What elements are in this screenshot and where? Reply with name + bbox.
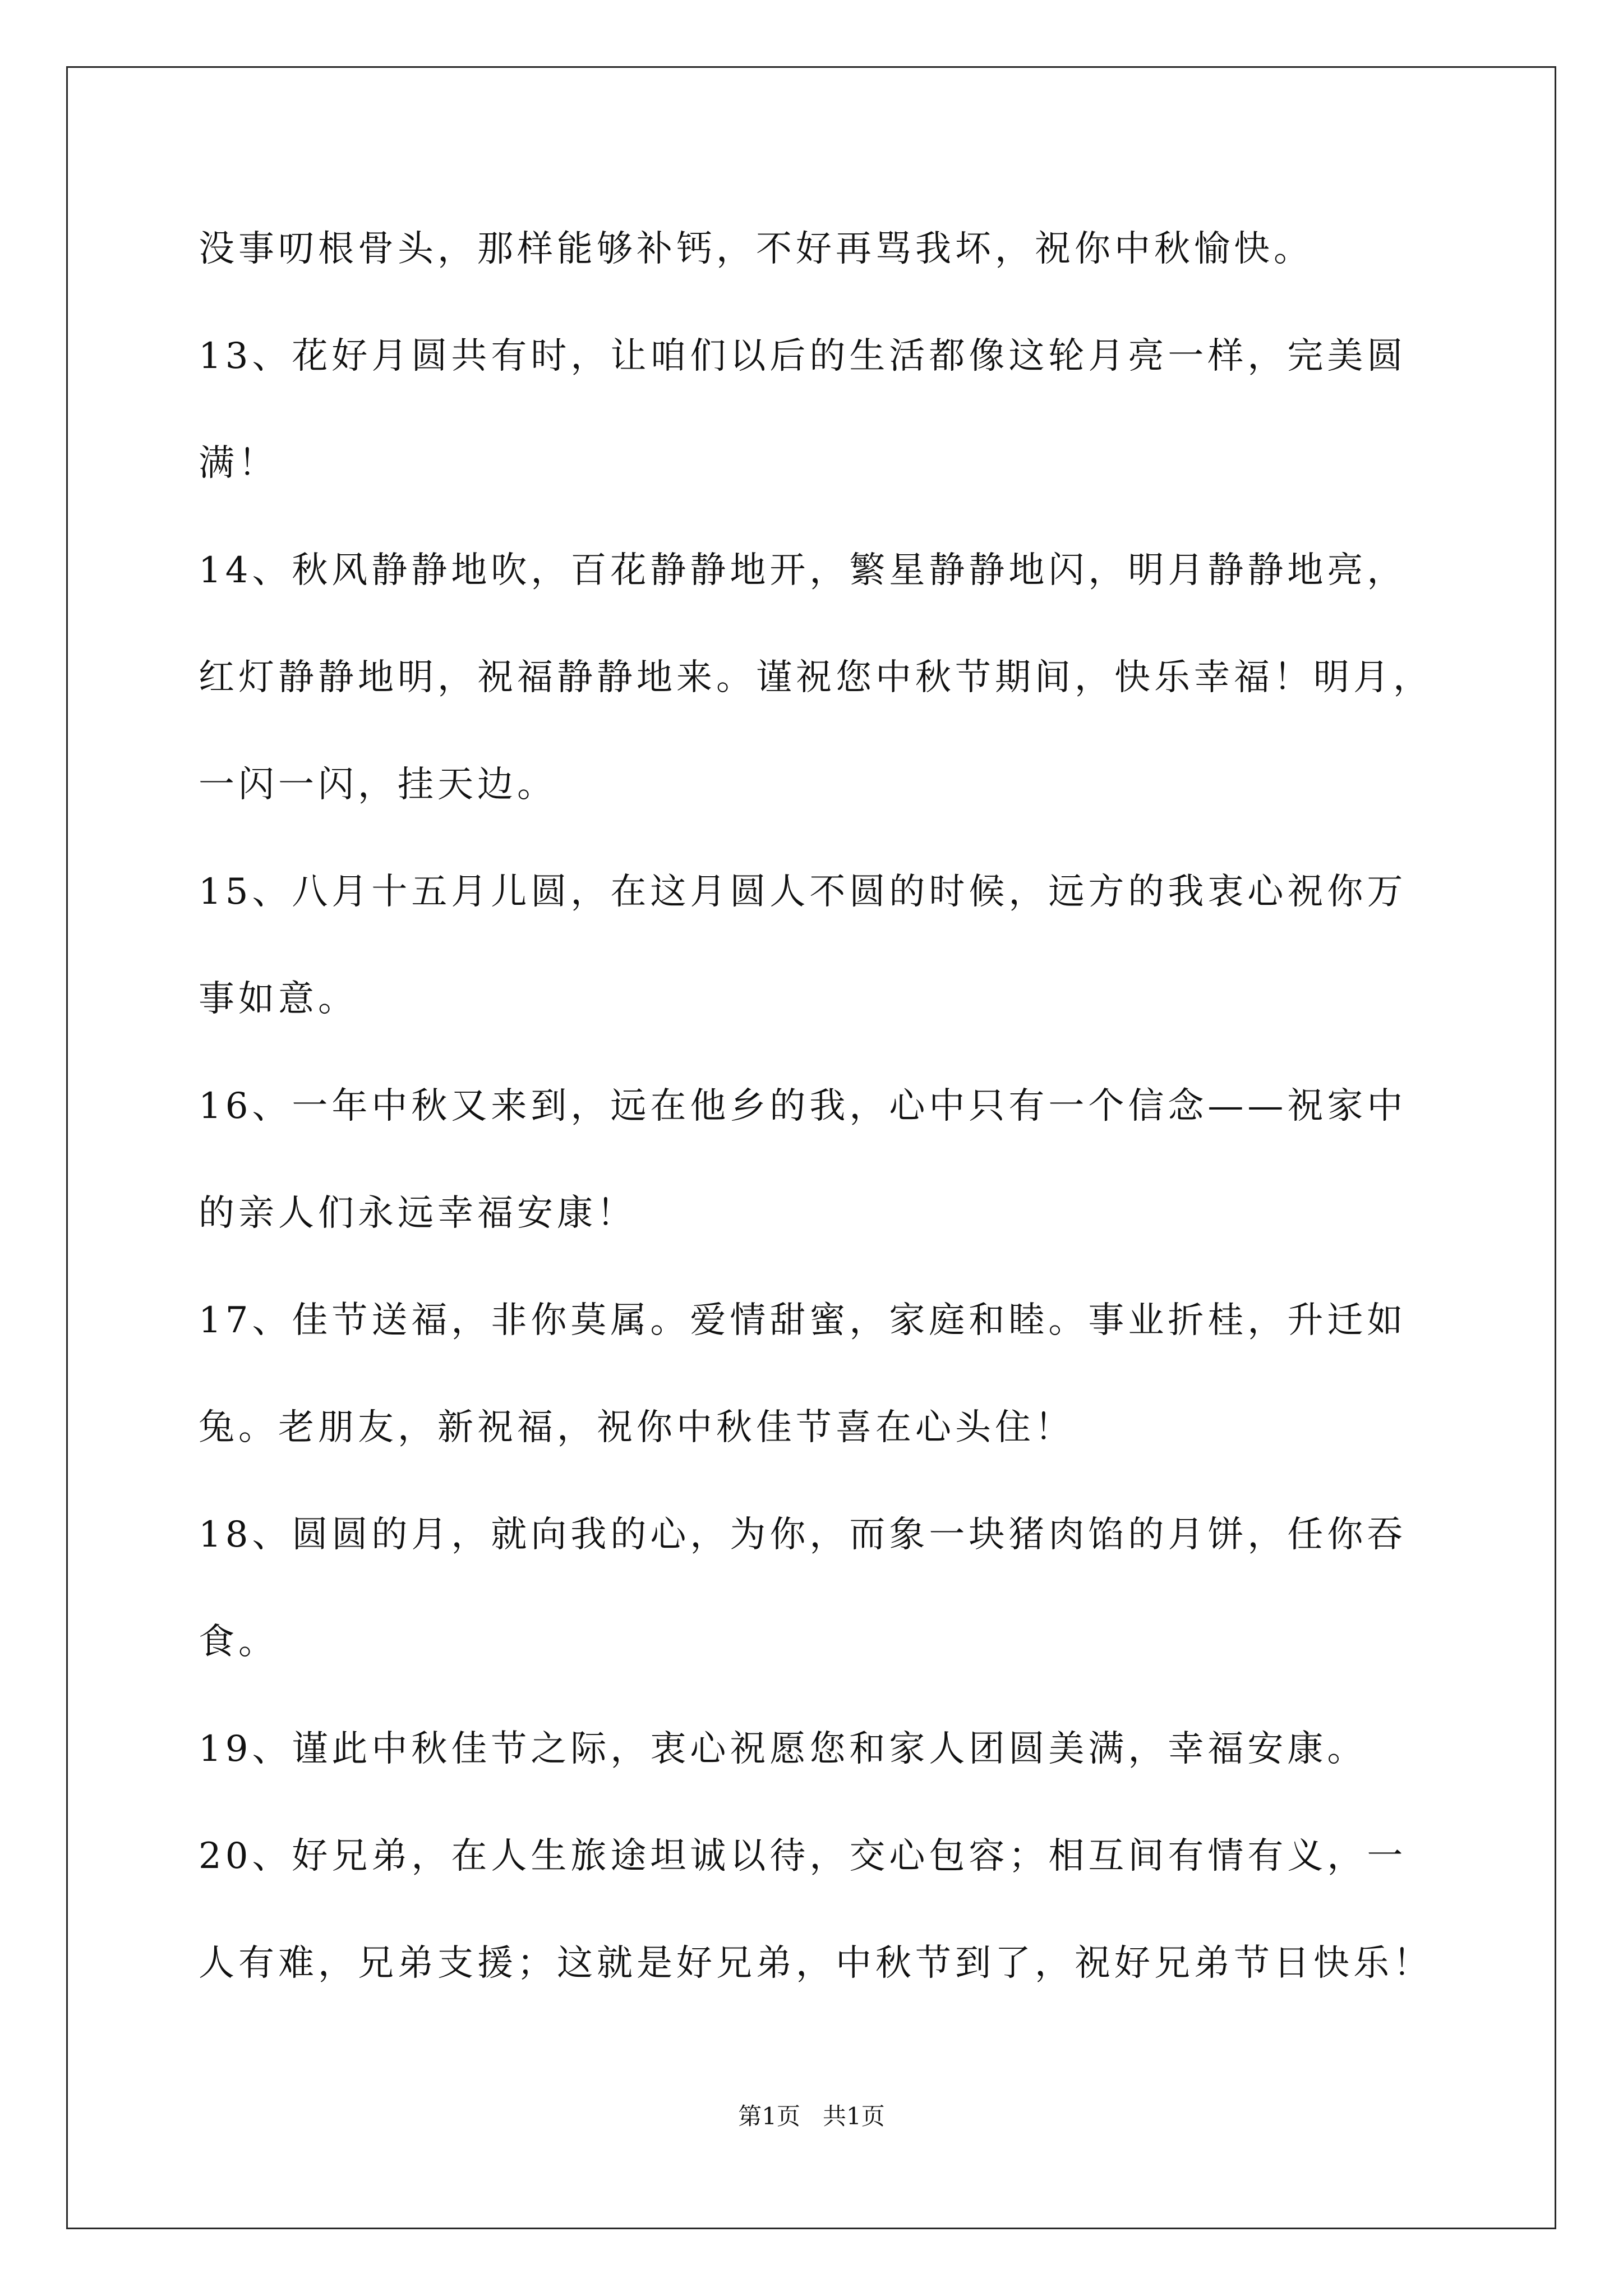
text-line: 红灯静静地明，祝福静静地来。谨祝您中秋节期间，快乐幸福！明月，: [199, 657, 1433, 698]
text-line: 17、佳节送福，非你莫属。爱情甜蜜，家庭和睦。事业折桂，升迁如: [199, 1300, 1407, 1341]
page-border: [66, 66, 1556, 2229]
text-line: 一闪一闪，挂天边。: [199, 764, 557, 806]
text-line: 18、圆圆的月，就向我的心，为你，而象一块猪肉馅的月饼，任你吞: [199, 1514, 1407, 1556]
text-line: 20、好兄弟，在人生旅途坦诚以待，交心包容；相互间有情有义，一: [199, 1835, 1407, 1877]
text-line: 没事叨根骨头，那样能够补钙，不好再骂我坏，祝你中秋愉快。: [199, 228, 1313, 270]
page-footer: 第1页 共1页: [738, 2102, 885, 2130]
text-line: 事如意。: [199, 978, 358, 1020]
text-line: 16、一年中秋又来到，远在他乡的我，心中只有一个信念——祝家中: [199, 1085, 1407, 1127]
text-line: 14、秋风静静地吹，百花静静地开，繁星静静地闪，明月静静地亮，: [199, 550, 1407, 591]
text-line: 13、花好月圆共有时，让咱们以后的生活都像这轮月亮一样，完美圆: [199, 335, 1407, 377]
text-line: 人有难，兄弟支援；这就是好兄弟，中秋节到了，祝好兄弟节日快乐！: [199, 1943, 1433, 1984]
text-line: 的亲人们永远幸福安康！: [199, 1193, 637, 1234]
text-line: 兔。老朋友，新祝福，祝你中秋佳节喜在心头住！: [199, 1407, 1075, 1448]
text-line: 19、谨此中秋佳节之际，衷心祝愿您和家人团圆美满，幸福安康。: [199, 1728, 1367, 1770]
text-line: 满！: [199, 443, 278, 484]
text-line: 食。: [199, 1621, 278, 1663]
text-line: 15、八月十五月儿圆，在这月圆人不圆的时候，远方的我衷心祝你万: [199, 871, 1407, 913]
